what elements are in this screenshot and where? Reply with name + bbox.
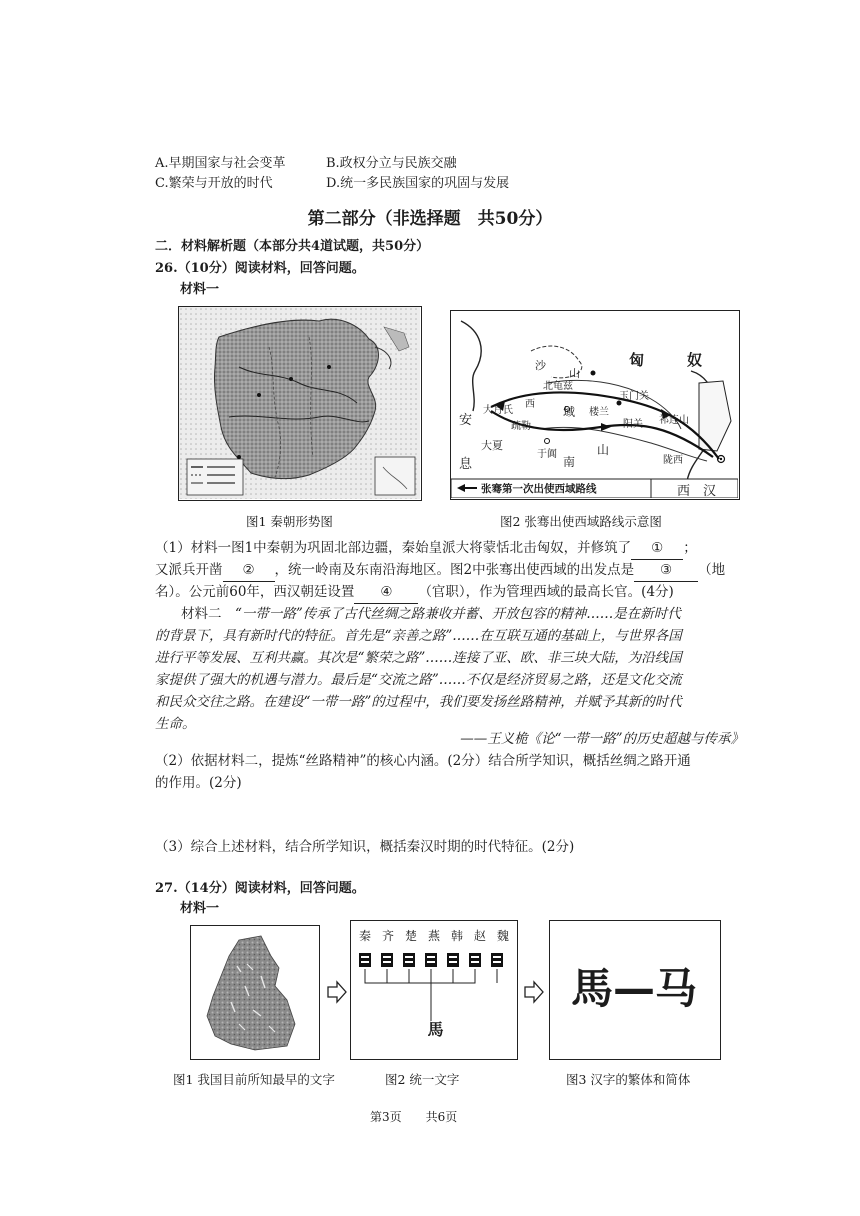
label-loulan: 楼兰 [589, 407, 609, 418]
q26-1-line2: 又派兵开凿 ② ，统一岭南及东南沿海地区。图2中张骞出使西域的出发点是 ③ （地 [155, 559, 755, 582]
arrow-right-icon [524, 980, 544, 1004]
state-qin: 秦 [359, 929, 372, 943]
material2-line4: 家提供了强大的机遇与潜力。最后是“交流之路”……不仅是经济贸易之路，还是文化交流 [155, 672, 682, 688]
seal-script-drawing [351, 949, 516, 1057]
page-total: 共6页 [425, 1110, 458, 1124]
material2-source: ——王义桅《论“一带一路”的历史超越与传承》 [460, 731, 744, 747]
label-yumenguan: 玉门关 [619, 391, 649, 402]
q27-fig1-caption: 图1 我国目前所知最早的文字 [173, 1072, 335, 1087]
q26-fig1-caption: 图1 秦朝形势图 [246, 514, 333, 529]
state-han: 韩 [450, 929, 463, 943]
label-nan: 南 [563, 455, 576, 469]
label-xi: 西 [525, 399, 535, 410]
q26-2-line2: 的作用。(2分) [155, 775, 242, 791]
label-yangguan: 阳关 [623, 419, 643, 430]
material2-line1: 材料二 “一带一路”传承了古代丝绸之路兼收并蓄、开放包容的精神……是在新时代 [181, 606, 681, 622]
arrow-right-icon [327, 980, 347, 1004]
label-yu: 域 [563, 405, 576, 419]
label-shan-2: 山 [597, 443, 610, 457]
q26-material1-label: 材料一 [180, 282, 220, 297]
q27-heading: 27.（14分）阅读材料，回答问题。 [155, 881, 365, 896]
simplified-text: 馬—马 [570, 964, 697, 1013]
label-an: 安 [459, 413, 473, 428]
q26-1-line1: （1）材料一图1中秦朝为巩固北部边疆，秦始皇派大将蒙恬北击匈奴，并修筑了 ① ； [155, 537, 755, 560]
label-qilianshan: 祁连山 [659, 415, 689, 426]
state-qi: 齐 [381, 929, 394, 943]
oracle-bone-drawing [191, 926, 318, 1058]
part2-title: 第二部分（非选择题 共50分） [307, 209, 553, 229]
oracle-bone-image [190, 925, 320, 1060]
state-chu: 楚 [404, 929, 417, 943]
q26-material2-label: 材料二 [181, 606, 222, 622]
q26-heading: 26.（10分）阅读材料，回答问题。 [155, 261, 365, 276]
material2-line5: 和民众交往之路。在建设“一带一路”的过程中，我们要发扬丝路精神，并赋予其新的时代 [155, 694, 682, 710]
zhangqian-route-map [450, 310, 740, 500]
label-dayueshi: 大月氏 [483, 405, 513, 416]
q26-2-line1: （2）依据材料二，提炼“丝路精神”的核心内涵。(2分）结合所学知识，概括丝绸之路开通 [155, 753, 691, 769]
label-beiguicheng: 北龟兹 [543, 381, 573, 392]
label-xi2: 息 [459, 457, 473, 472]
option-c: C.繁荣与开放的时代 [155, 176, 273, 191]
blank-4: ④ [354, 581, 418, 604]
material2-line2: 的背景下，具有新时代的特征。首先是“亲善之路”……在互联互通的基础上，与世界各国 [155, 628, 682, 644]
blank-3: ③ [634, 559, 698, 582]
traditional-simplified-figure [549, 920, 721, 1060]
q27-fig2-caption: 图2 统一文字 [385, 1072, 460, 1087]
unify-script-figure [350, 920, 518, 1060]
state-wei: 魏 [496, 929, 509, 943]
qin-map [178, 306, 422, 501]
state-zhao: 赵 [473, 929, 486, 943]
label-longxi: 陇西 [663, 455, 683, 466]
label-xiongnu-1: 匈 [629, 351, 645, 369]
option-d: D.统一多民族国家的巩固与发展 [326, 176, 510, 191]
q26-1-line3: 名）。公元前60年，西汉朝廷设置 ④ （官职），作为管理西域的最高长官。(4分) [155, 581, 755, 604]
label-daxia: 大夏 [481, 439, 503, 452]
qin-map-drawing [179, 307, 420, 499]
option-b: B.政权分立与民族交融 [326, 156, 457, 171]
q26-3: （3）综合上述材料，结合所学知识，概括秦汉时期的时代特征。(2分) [155, 839, 575, 855]
material2-line3: 进行平等发展、互利共赢。其次是“繁荣之路”……连接了亚、欧、非三块大陆，为沿线国 [155, 650, 682, 666]
unified-char: 馬 [425, 1021, 444, 1037]
label-sha: 沙 [535, 359, 546, 372]
state-names-row [359, 927, 509, 944]
q27-fig3-caption: 图3 汉字的繁体和简体 [566, 1072, 691, 1087]
section-heading: 二．材料解析题（本部分共4道试题，共50分） [155, 239, 430, 254]
label-yutian: 于阗 [537, 449, 557, 460]
option-a: A.早期国家与社会变革 [155, 156, 286, 171]
label-shule: 疏勒 [511, 421, 531, 432]
q27-material1-label: 材料一 [180, 901, 220, 916]
label-xiongnu-2: 奴 [687, 351, 703, 369]
material2-line6: 生命。 [155, 716, 196, 732]
page-number: 第3页 [370, 1110, 402, 1124]
label-xihan: 西 汉 [677, 484, 717, 499]
q26-fig2-caption: 图2 张骞出使西域路线示意图 [500, 514, 662, 529]
blank-1: ① [631, 537, 683, 560]
map2-legend: 张骞第一次出使西域路线 [481, 483, 597, 495]
label-shan-1: 山 [569, 367, 580, 380]
blank-2: ② [223, 559, 275, 582]
page-footer [370, 1108, 457, 1125]
state-yan: 燕 [427, 929, 440, 943]
